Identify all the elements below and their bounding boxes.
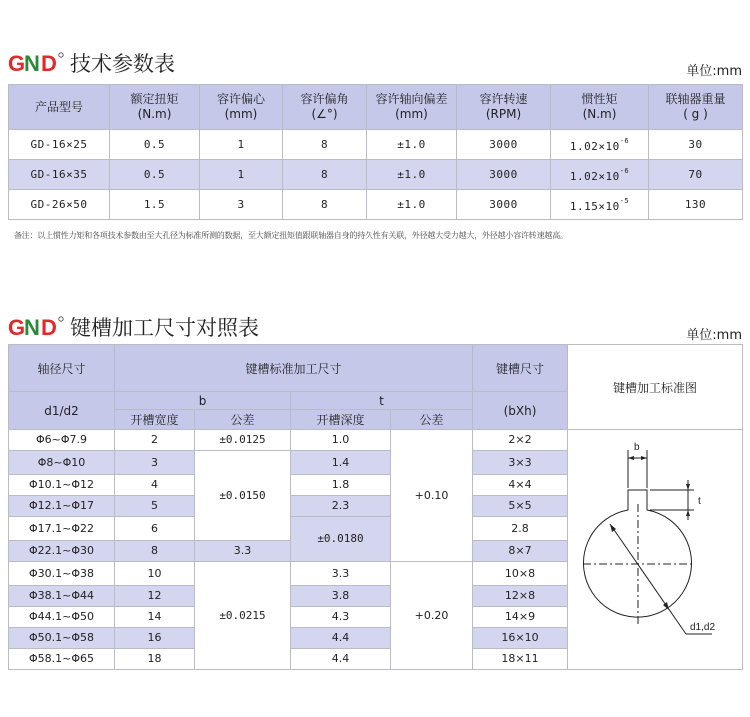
cell-b: 10 bbox=[115, 562, 195, 586]
keyway-unit-label: 单位:mm bbox=[686, 328, 742, 343]
header-shaft: 轴径尺寸 bbox=[9, 345, 115, 392]
table-row bbox=[9, 130, 743, 160]
tech-params-table bbox=[8, 84, 743, 220]
cell-range: Φ10.1~Φ12 bbox=[9, 475, 115, 496]
header-b: b bbox=[115, 392, 291, 410]
cell-range: Φ44.1~Φ50 bbox=[9, 607, 115, 628]
cell-angle: 8 bbox=[283, 190, 367, 220]
table-row bbox=[9, 430, 743, 451]
cell-torque: 1.5 bbox=[110, 190, 200, 220]
cell-model: GD-16×25 bbox=[9, 130, 110, 160]
cell-speed: 3000 bbox=[457, 130, 551, 160]
cell-key: 12×8 bbox=[473, 586, 568, 607]
svg-text:D: D bbox=[41, 51, 57, 76]
table-row bbox=[9, 190, 743, 220]
keyway-diagram-cell bbox=[568, 430, 743, 670]
header-standard: 键槽标准加工尺寸 bbox=[115, 345, 473, 392]
cell-b-tol: ±0.0125 bbox=[195, 430, 291, 451]
header-tol-t: 公差 bbox=[391, 410, 473, 430]
header-model: 产品型号 bbox=[9, 85, 110, 130]
cell-b-tol: ±0.0150 bbox=[195, 451, 291, 541]
cell-b: 12 bbox=[115, 586, 195, 607]
cell-t: 4.4 bbox=[291, 628, 391, 649]
header-t: t bbox=[291, 392, 473, 410]
header-weight: 联轴器重量 ( g ) bbox=[649, 85, 743, 130]
cell-speed: 3000 bbox=[457, 190, 551, 220]
cell-weight: 130 bbox=[649, 190, 743, 220]
tech-note: 备注：以上惯性力矩和各项技术参数由至大孔径为标准所测的数据，至大额定扭矩值跟联轴器自身的持久性有关联，外径越大受力越大，外径越小容许转速越高。 bbox=[14, 231, 568, 240]
cell-range: Φ30.1~Φ38 bbox=[9, 562, 115, 586]
cell-t: 1.4 bbox=[291, 451, 391, 475]
header-eccentric: 容许偏心 (mm) bbox=[200, 85, 283, 130]
cell-inertia: $1.02\times 10^{-6}$ bbox=[551, 130, 649, 160]
tech-section-title: 技术参数表 bbox=[70, 52, 175, 76]
cell-b: 5 bbox=[115, 496, 195, 517]
cell-b: 16 bbox=[115, 628, 195, 649]
header-d: d1/d2 bbox=[9, 392, 115, 430]
header-tol-b: 公差 bbox=[195, 410, 291, 430]
cell-t: 3.3 bbox=[291, 562, 391, 586]
cell-b: 8 bbox=[115, 541, 195, 562]
cell-t: 4.4 bbox=[291, 649, 391, 670]
header-bxh: (bXh) bbox=[473, 392, 568, 430]
cell-speed: 3000 bbox=[457, 160, 551, 190]
header-axial: 容许轴向偏差 (mm) bbox=[367, 85, 457, 130]
tech-section-header bbox=[8, 46, 742, 80]
table-row bbox=[9, 160, 743, 190]
svg-text:G: G bbox=[8, 51, 26, 76]
cell-key: 2×2 bbox=[473, 430, 568, 451]
cell-key: 8×7 bbox=[473, 541, 568, 562]
cell-key: 16×10 bbox=[473, 628, 568, 649]
cell-angle: 8 bbox=[283, 130, 367, 160]
header-inertia: 惯性矩 (N.m) bbox=[551, 85, 649, 130]
cell-range: Φ50.1~Φ58 bbox=[9, 628, 115, 649]
svg-text:D: D bbox=[41, 315, 57, 340]
header-torque: 额定扭矩 (N.m) bbox=[110, 85, 200, 130]
cell-b: 14 bbox=[115, 607, 195, 628]
gnd-logo bbox=[8, 50, 64, 76]
cell-t: 2.8 bbox=[473, 517, 568, 541]
cell-range: Φ6~Φ7.9 bbox=[9, 430, 115, 451]
cell-eccentric: 1 bbox=[200, 130, 283, 160]
cell-t: 3.8 bbox=[291, 586, 391, 607]
cell-range: Φ38.1~Φ44 bbox=[9, 586, 115, 607]
cell-angle: 8 bbox=[283, 160, 367, 190]
cell-axial: ±1.0 bbox=[367, 190, 457, 220]
cell-model: GD-16×35 bbox=[9, 160, 110, 190]
cell-axial: ±1.0 bbox=[367, 160, 457, 190]
keyway-diagram bbox=[568, 430, 743, 662]
keyway-header-row-1 bbox=[9, 345, 743, 392]
keyway-section-header bbox=[8, 310, 742, 344]
svg-text:N: N bbox=[24, 51, 40, 76]
cell-eccentric: 1 bbox=[200, 160, 283, 190]
svg-text:G: G bbox=[8, 315, 26, 340]
header-angle: 容许偏角 (∠°) bbox=[283, 85, 367, 130]
keyway-section-title: 键槽加工尺寸对照表 bbox=[70, 316, 259, 340]
cell-b: 2 bbox=[115, 430, 195, 451]
cell-key: 4×4 bbox=[473, 475, 568, 496]
cell-b-tol: ±0.0180 bbox=[291, 517, 391, 562]
gnd-logo bbox=[8, 314, 64, 340]
label-d: d1,d2 bbox=[690, 622, 716, 633]
svg-text:N: N bbox=[24, 315, 40, 340]
cell-key: 18×11 bbox=[473, 649, 568, 670]
cell-axial: ±1.0 bbox=[367, 130, 457, 160]
cell-eccentric: 3 bbox=[200, 190, 283, 220]
cell-t: 2.3 bbox=[291, 496, 391, 517]
cell-b: 6 bbox=[115, 517, 195, 541]
cell-range: Φ22.1~Φ30 bbox=[9, 541, 115, 562]
cell-torque: 0.5 bbox=[110, 160, 200, 190]
cell-inertia: $1.02\times 10^{-6}$ bbox=[551, 160, 649, 190]
header-key-size: 键槽尺寸 bbox=[473, 345, 568, 392]
header-depth: 开槽深度 bbox=[291, 410, 391, 430]
cell-model: GD-26×50 bbox=[9, 190, 110, 220]
cell-b: 4 bbox=[115, 475, 195, 496]
cell-t: 1.0 bbox=[291, 430, 391, 451]
cell-range: Φ12.1~Φ17 bbox=[9, 496, 115, 517]
cell-inertia: $1.15\times 10^{-5}$ bbox=[551, 190, 649, 220]
label-b: b bbox=[634, 442, 640, 453]
cell-t: 1.8 bbox=[291, 475, 391, 496]
header-width: 开槽宽度 bbox=[115, 410, 195, 430]
cell-key: 5×5 bbox=[473, 496, 568, 517]
cell-key: 10×8 bbox=[473, 562, 568, 586]
cell-range: Φ58.1~Φ65 bbox=[9, 649, 115, 670]
cell-weight: 30 bbox=[649, 130, 743, 160]
header-speed: 容许转速 (RPM) bbox=[457, 85, 551, 130]
header-diagram: 键槽加工标准图 bbox=[568, 345, 743, 430]
cell-t-tol: +0.20 bbox=[391, 562, 473, 670]
cell-key: 3×3 bbox=[473, 451, 568, 475]
cell-b: 18 bbox=[115, 649, 195, 670]
cell-t: 3.3 bbox=[195, 541, 291, 562]
cell-range: Φ8~Φ10 bbox=[9, 451, 115, 475]
label-t: t bbox=[698, 496, 701, 507]
cell-b-tol: ±0.0215 bbox=[195, 562, 291, 670]
tech-unit-label: 单位:mm bbox=[686, 64, 742, 79]
cell-b: 3 bbox=[115, 451, 195, 475]
cell-torque: 0.5 bbox=[110, 130, 200, 160]
cell-t-tol: +0.10 bbox=[391, 430, 473, 562]
tech-header-row bbox=[9, 85, 743, 130]
cell-range: Φ17.1~Φ22 bbox=[9, 517, 115, 541]
cell-weight: 70 bbox=[649, 160, 743, 190]
cell-t: 4.3 bbox=[291, 607, 391, 628]
cell-key: 14×9 bbox=[473, 607, 568, 628]
keyway-table bbox=[8, 344, 743, 670]
